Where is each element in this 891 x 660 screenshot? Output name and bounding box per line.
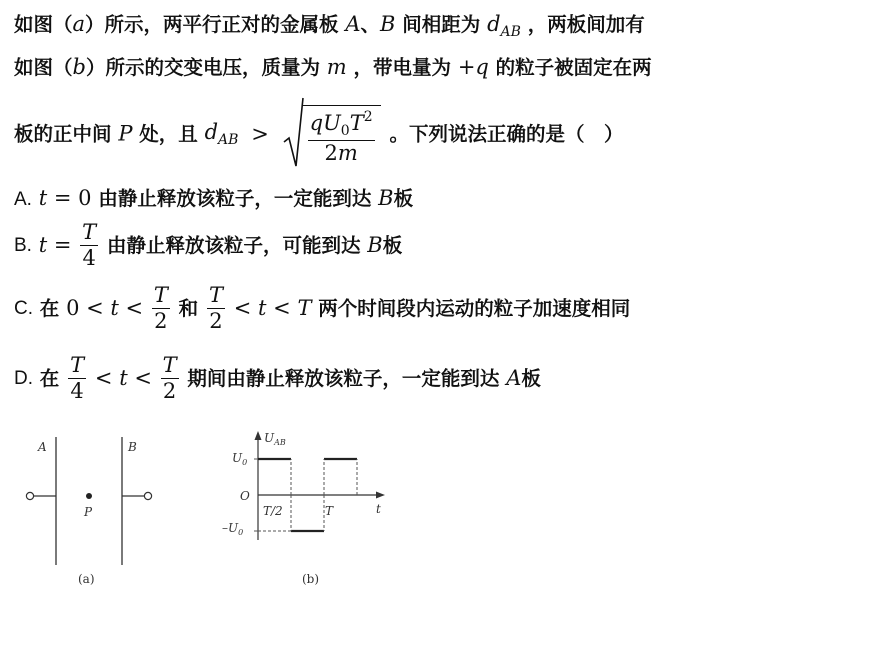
math-a: a bbox=[72, 12, 86, 36]
option-a[interactable] bbox=[14, 188, 413, 209]
t-axis-arrow-icon bbox=[376, 492, 385, 499]
option-label: C. bbox=[14, 298, 33, 319]
math-inequality: 0 < bbox=[66, 296, 111, 320]
fraction-denominator: 4 bbox=[70, 379, 84, 403]
math-eq: = 0 bbox=[47, 186, 92, 210]
figure-a-caption: (a) bbox=[78, 572, 95, 586]
math-t: t bbox=[110, 296, 119, 320]
math-lt: < bbox=[94, 366, 120, 390]
fraction-numerator: T bbox=[153, 283, 168, 307]
math-q: q bbox=[309, 110, 324, 135]
option-label: D. bbox=[14, 368, 33, 389]
option-label: A. bbox=[14, 189, 32, 210]
plate-a-label: A bbox=[38, 440, 47, 454]
u-axis-label: $U_{AB}$ bbox=[264, 431, 286, 447]
math-A: A bbox=[345, 12, 361, 36]
sqrt-fraction bbox=[302, 105, 381, 164]
question-line-3 bbox=[14, 96, 623, 172]
fraction-numerator: T bbox=[162, 353, 177, 377]
text: 的粒子被固定在两 bbox=[495, 56, 652, 79]
fraction bbox=[161, 355, 179, 402]
option-text: 在 bbox=[39, 296, 60, 320]
option-text: 板 bbox=[393, 187, 414, 210]
math-plus: + bbox=[457, 55, 476, 79]
math-lt: < bbox=[127, 366, 159, 390]
text: 、 bbox=[360, 13, 381, 36]
math-B: B bbox=[380, 12, 396, 36]
math-lt: < bbox=[266, 296, 298, 320]
option-text: 由静止释放该粒子，可能到达 bbox=[106, 233, 361, 257]
sqrt-sign bbox=[282, 96, 304, 172]
math-lt: < bbox=[118, 296, 150, 320]
fraction-denominator: 2 bbox=[154, 309, 168, 333]
option-text: 由静止释放该粒子，一定能到达 bbox=[98, 187, 372, 210]
math-t: t bbox=[38, 233, 48, 257]
option-d[interactable] bbox=[14, 355, 541, 402]
math-2: 2 bbox=[324, 140, 338, 165]
fraction-denominator: 2 bbox=[209, 309, 223, 333]
math-A: A bbox=[506, 366, 522, 390]
terminal-a bbox=[26, 492, 33, 499]
text: 处，且 bbox=[139, 122, 198, 146]
math-lt: < bbox=[233, 296, 259, 320]
fraction bbox=[80, 222, 98, 269]
neg-u0-label: $-U_0$ bbox=[222, 521, 244, 537]
math-gt: > bbox=[251, 121, 269, 146]
fraction-numerator bbox=[308, 110, 375, 141]
origin-label: O bbox=[240, 489, 250, 503]
period-label: T bbox=[325, 504, 334, 518]
fraction-denominator bbox=[308, 141, 375, 164]
figure-b-graph bbox=[210, 425, 410, 600]
sqrt-expression bbox=[282, 96, 383, 172]
fraction-denominator: 2 bbox=[162, 379, 177, 403]
math-sub-AB: AB bbox=[500, 24, 521, 40]
fraction-numerator: T bbox=[82, 220, 97, 244]
math-m: m bbox=[337, 140, 358, 165]
option-text: 板 bbox=[382, 233, 403, 257]
math-m: m bbox=[326, 55, 347, 79]
math-sub-0: 0 bbox=[340, 122, 350, 139]
option-text: 两个时间段内运动的粒子加速度相同 bbox=[318, 296, 631, 320]
figure-b-caption: (b) bbox=[302, 572, 320, 586]
plate-b-label: B bbox=[128, 440, 137, 454]
u-axis-arrow-icon bbox=[255, 431, 262, 440]
option-c[interactable] bbox=[14, 285, 630, 332]
figure-a bbox=[0, 425, 200, 600]
math-d: d bbox=[204, 119, 219, 144]
math-t: t bbox=[119, 366, 128, 390]
math-B: B bbox=[367, 233, 383, 257]
option-text: 在 bbox=[39, 366, 60, 390]
fraction bbox=[152, 285, 170, 332]
question-line-2 bbox=[14, 57, 652, 78]
fraction bbox=[207, 285, 225, 332]
option-label: B. bbox=[14, 235, 32, 256]
math-T: T bbox=[349, 110, 364, 135]
text: 如图（ bbox=[14, 56, 73, 79]
point-p-label: P bbox=[84, 505, 93, 519]
particle-point bbox=[86, 493, 92, 499]
terminal-b bbox=[144, 492, 151, 499]
fraction bbox=[68, 355, 86, 402]
question-line-1 bbox=[14, 14, 645, 39]
math-sub-AB: AB bbox=[218, 131, 239, 148]
option-text: 和 bbox=[178, 296, 199, 320]
u0-label: $U_0$ bbox=[232, 451, 248, 467]
math-T: T bbox=[297, 296, 312, 320]
math-q: q bbox=[475, 55, 489, 79]
text: ，带电量为 bbox=[353, 56, 452, 79]
math-t: t bbox=[258, 296, 267, 320]
text: 间相距为 bbox=[402, 13, 481, 36]
text: ）所示，两平行正对的金属板 bbox=[85, 13, 339, 36]
math-t: t bbox=[38, 186, 48, 210]
math-d: d bbox=[487, 12, 501, 36]
fraction-numerator: T bbox=[70, 353, 85, 377]
math-eq: = bbox=[47, 233, 79, 257]
t-axis-label: t bbox=[376, 502, 381, 516]
option-b[interactable] bbox=[14, 222, 402, 269]
fraction-denominator: 4 bbox=[82, 246, 96, 270]
option-text: 期间由静止释放该粒子，一定能到达 bbox=[187, 366, 500, 390]
math-b: b bbox=[72, 55, 86, 79]
math-B: B bbox=[378, 186, 394, 210]
text: 如图（ bbox=[14, 13, 73, 36]
math-sup-2: 2 bbox=[363, 108, 373, 125]
text: 板的正中间 bbox=[14, 122, 112, 146]
fraction-numerator: T bbox=[208, 283, 223, 307]
option-text: 板 bbox=[521, 366, 541, 390]
half-period-label: T/2 bbox=[263, 504, 283, 518]
text: 。下列说法正确的是（ ） bbox=[389, 122, 624, 146]
math-P: P bbox=[118, 121, 133, 146]
math-U: U bbox=[323, 110, 341, 135]
text: ）所示的交变电压，质量为 bbox=[85, 56, 320, 79]
text: ，两板间加有 bbox=[527, 13, 645, 36]
